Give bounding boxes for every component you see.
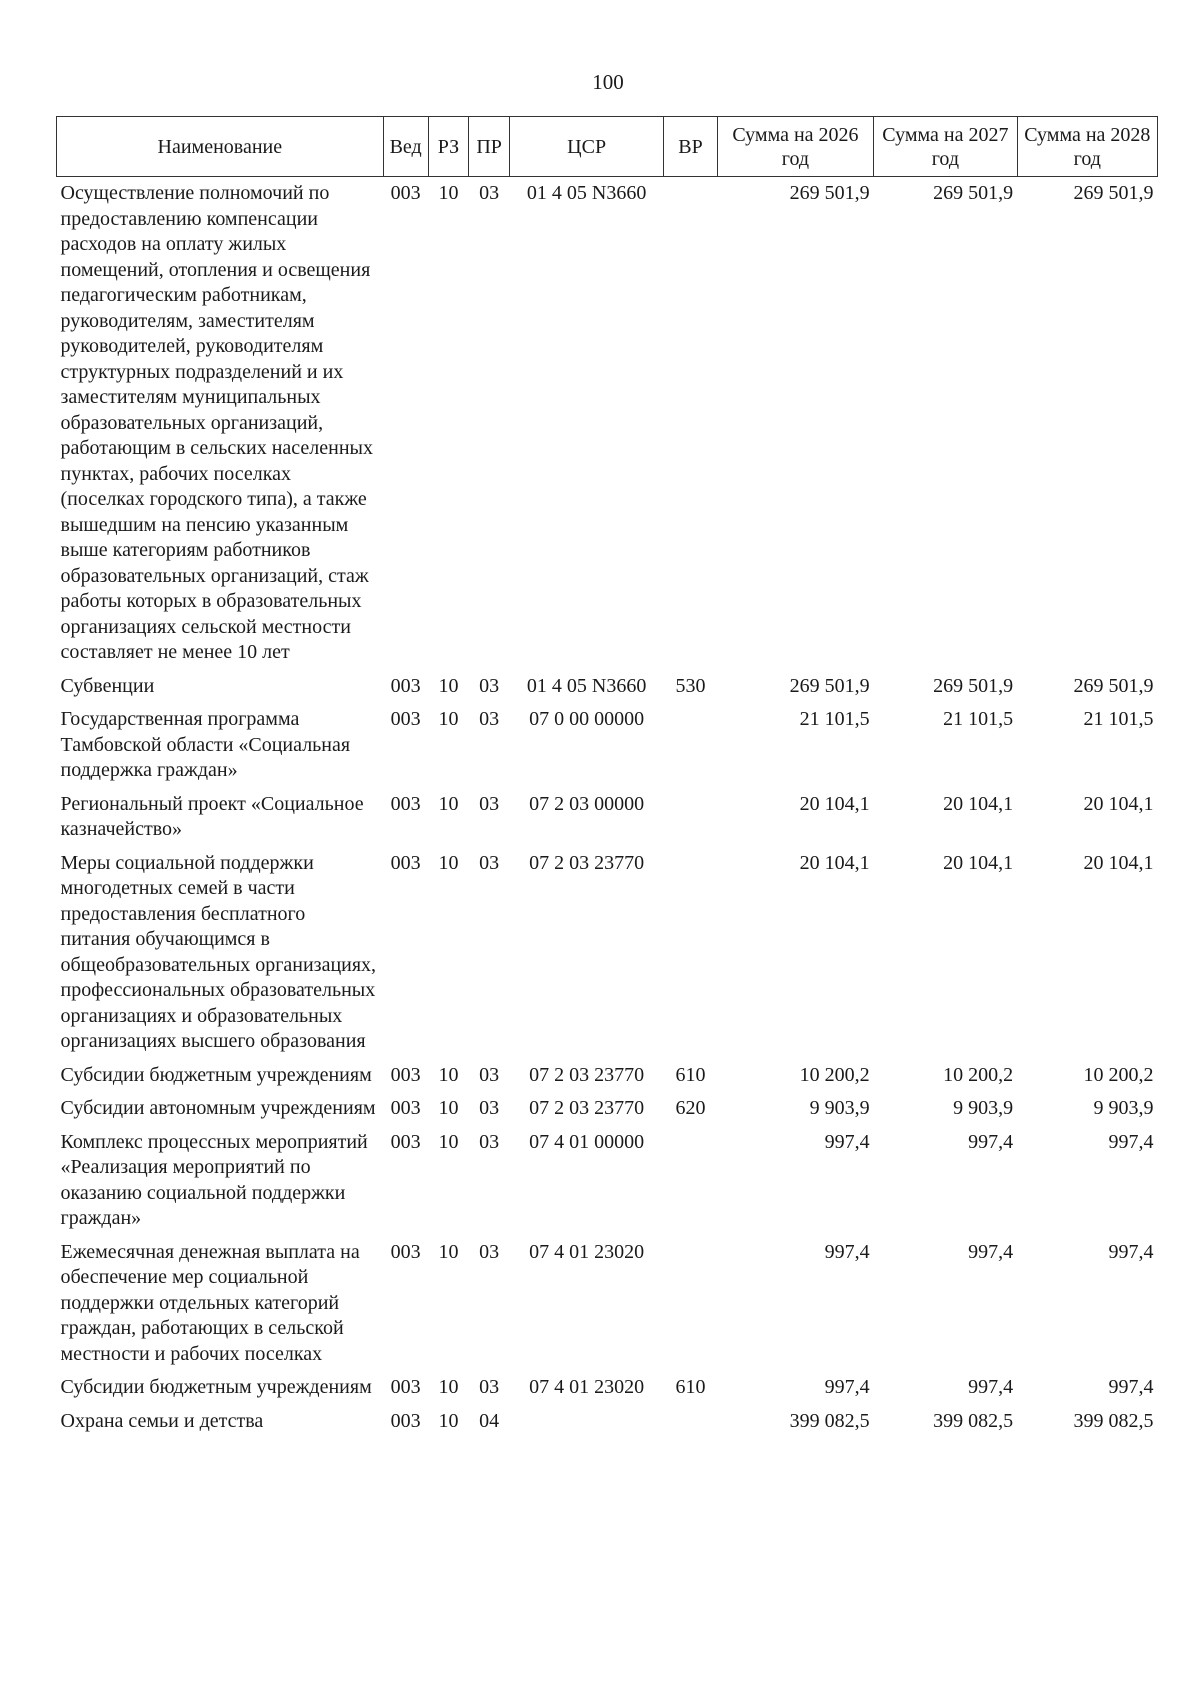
row-sum-2026: 269 501,9 <box>789 674 870 697</box>
row-rz: 10 <box>438 674 459 697</box>
row-rz: 10 <box>438 182 459 204</box>
row-name: Субсидии автономным учреждениям <box>60 1097 376 1119</box>
row-sum-2026: 269 501,9 <box>789 182 870 204</box>
table-row <box>57 670 1158 704</box>
table-row <box>57 703 1158 788</box>
row-csr: 07 4 01 23020 <box>529 1376 645 1398</box>
row-sum-2027: 20 104,1 <box>943 792 1014 815</box>
budget-table <box>56 116 1158 1438</box>
table-header <box>57 117 1158 177</box>
row-name: Охрана семьи и детства <box>60 1409 264 1432</box>
row-sum-2026: 997,4 <box>824 1130 870 1153</box>
row-name: Меры социальной поддержки многодетных семей в части предоставления бесплатного питания обучающимся в общеобразовательных организациях, профессиональных образовательных организациях и образовательных организациях высшего образования <box>60 851 377 1052</box>
table-row <box>57 1092 1158 1126</box>
row-vr <box>664 788 718 847</box>
table-row <box>57 1059 1158 1093</box>
row-pr: 03 <box>479 1376 500 1398</box>
header-pr: ПР <box>469 117 510 177</box>
row-sum-2027: 21 101,5 <box>943 708 1014 730</box>
row-ved: 003 <box>390 1376 421 1398</box>
row-vr <box>664 1126 718 1236</box>
row-rz: 10 <box>438 1409 459 1432</box>
row-rz: 10 <box>438 1376 459 1398</box>
row-pr: 04 <box>479 1409 500 1432</box>
row-sum-2026: 20 104,1 <box>799 792 870 815</box>
header-csr: ЦСР <box>510 117 664 177</box>
row-csr: 07 2 03 00000 <box>529 792 645 815</box>
row-sum-2026: 20 104,1 <box>799 851 870 874</box>
row-pr: 03 <box>479 674 500 697</box>
row-csr: 07 2 03 23770 <box>529 1097 645 1119</box>
row-sum-2027: 20 104,1 <box>943 851 1014 874</box>
row-csr: 07 4 01 00000 <box>529 1130 645 1153</box>
row-rz: 10 <box>438 792 459 815</box>
row-csr: 07 2 03 23770 <box>529 851 645 874</box>
row-pr: 03 <box>479 1130 500 1153</box>
row-sum-2027: 269 501,9 <box>933 182 1014 204</box>
table-row <box>57 177 1158 670</box>
row-name: Субсидии бюджетным учреждениям <box>60 1376 372 1398</box>
header-vr: ВР <box>664 117 718 177</box>
row-sum-2026: 997,4 <box>824 1376 870 1398</box>
row-sum-2028: 997,4 <box>1108 1130 1154 1153</box>
row-sum-2026: 21 101,5 <box>799 708 870 730</box>
row-rz: 10 <box>438 1063 459 1086</box>
row-csr <box>510 1405 664 1439</box>
row-name: Региональный проект «Социальное казначейство» <box>60 792 364 840</box>
row-name: Ежемесячная денежная выплата на обеспечение мер социальной поддержки отдельных категорий граждан, работающих в сельской местности и рабочих поселках <box>60 1240 360 1365</box>
row-ved: 003 <box>390 1130 421 1153</box>
row-csr: 01 4 05 N3660 <box>526 674 647 697</box>
row-sum-2028: 10 200,2 <box>1083 1063 1154 1086</box>
row-sum-2027: 997,4 <box>968 1240 1014 1263</box>
row-ved: 003 <box>390 792 421 815</box>
row-name: Субсидии бюджетным учреждениям <box>60 1063 372 1086</box>
row-pr: 03 <box>479 851 500 874</box>
row-sum-2027: 9 903,9 <box>953 1097 1014 1119</box>
row-csr: 01 4 05 N3660 <box>526 182 647 204</box>
row-sum-2027: 269 501,9 <box>933 674 1014 697</box>
row-vr: 610 <box>675 1063 706 1086</box>
table-row <box>57 788 1158 847</box>
row-sum-2027: 997,4 <box>968 1130 1014 1153</box>
row-sum-2028: 997,4 <box>1108 1376 1154 1398</box>
row-pr: 03 <box>479 708 500 730</box>
table-row <box>57 1126 1158 1236</box>
header-ved: Вед <box>383 117 428 177</box>
row-name: Осуществление полномочий по предоставлению компенсации расходов на оплату жилых помещений, отопления и освещения педагогическим работникам, руководителям, заместителям руководителей, руководителям структурных подразделений и их заместителям муниципальных образовательных организаций, работающим в сельских населенных пунктах, рабочих поселках (поселках городского типа), а также вышедшим на пенсию указанным выше категориям работников образовательных организаций, стаж работы которых в образовательных организациях сельской местности составляет не менее 10 лет <box>60 182 373 663</box>
row-pr: 03 <box>479 182 500 204</box>
table-body <box>57 177 1158 1439</box>
row-vr <box>664 703 718 788</box>
row-pr: 03 <box>479 1240 500 1263</box>
row-pr: 03 <box>479 792 500 815</box>
row-csr: 07 4 01 23020 <box>529 1240 645 1263</box>
row-ved: 003 <box>390 674 421 697</box>
row-vr <box>664 1236 718 1372</box>
row-sum-2028: 269 501,9 <box>1073 674 1154 697</box>
row-vr: 530 <box>675 674 706 697</box>
row-rz: 10 <box>438 1130 459 1153</box>
row-pr: 03 <box>479 1063 500 1086</box>
row-name: Субвенции <box>60 674 155 697</box>
table-row <box>57 1405 1158 1439</box>
row-ved: 003 <box>390 1063 421 1086</box>
row-name: Государственная программа Тамбовской области «Социальная поддержка граждан» <box>60 708 351 781</box>
table-row <box>57 1371 1158 1405</box>
row-sum-2026: 997,4 <box>824 1240 870 1263</box>
row-sum-2027: 399 082,5 <box>933 1409 1014 1432</box>
header-sum-2026: Сумма на 2026 год <box>717 117 873 177</box>
row-rz: 10 <box>438 1097 459 1119</box>
row-sum-2028: 9 903,9 <box>1093 1097 1154 1119</box>
row-sum-2027: 10 200,2 <box>943 1063 1014 1086</box>
row-rz: 10 <box>438 1240 459 1263</box>
row-csr: 07 2 03 23770 <box>529 1063 645 1086</box>
row-rz: 10 <box>438 708 459 730</box>
row-vr <box>664 1405 718 1439</box>
header-rz: РЗ <box>428 117 469 177</box>
row-vr <box>664 177 718 670</box>
row-ved: 003 <box>390 851 421 874</box>
row-ved: 003 <box>390 1409 421 1432</box>
row-vr <box>664 847 718 1059</box>
row-vr: 620 <box>675 1097 706 1119</box>
row-sum-2026: 399 082,5 <box>789 1409 870 1432</box>
table-row <box>57 847 1158 1059</box>
header-name: Наименование <box>57 117 384 177</box>
row-sum-2028: 269 501,9 <box>1073 182 1154 204</box>
row-sum-2028: 399 082,5 <box>1073 1409 1154 1432</box>
row-sum-2027: 997,4 <box>968 1376 1014 1398</box>
table-row <box>57 1236 1158 1372</box>
row-sum-2026: 10 200,2 <box>799 1063 870 1086</box>
row-sum-2028: 21 101,5 <box>1083 708 1154 730</box>
row-ved: 003 <box>390 182 421 204</box>
header-sum-2028: Сумма на 2028 год <box>1017 117 1157 177</box>
row-sum-2028: 20 104,1 <box>1083 792 1154 815</box>
row-sum-2028: 997,4 <box>1108 1240 1154 1263</box>
row-vr: 610 <box>675 1376 706 1398</box>
row-ved: 003 <box>390 1240 421 1263</box>
row-ved: 003 <box>390 708 421 730</box>
header-sum-2027: Сумма на 2027 год <box>874 117 1018 177</box>
row-sum-2026: 9 903,9 <box>809 1097 870 1119</box>
row-ved: 003 <box>390 1097 421 1119</box>
row-csr: 07 0 00 00000 <box>529 708 645 730</box>
row-rz: 10 <box>438 851 459 874</box>
page-number: 100 <box>592 70 624 94</box>
row-pr: 03 <box>479 1097 500 1119</box>
row-name: Комплекс процессных мероприятий «Реализация мероприятий по оказанию социальной поддержки граждан» <box>60 1130 368 1229</box>
row-sum-2028: 20 104,1 <box>1083 851 1154 874</box>
